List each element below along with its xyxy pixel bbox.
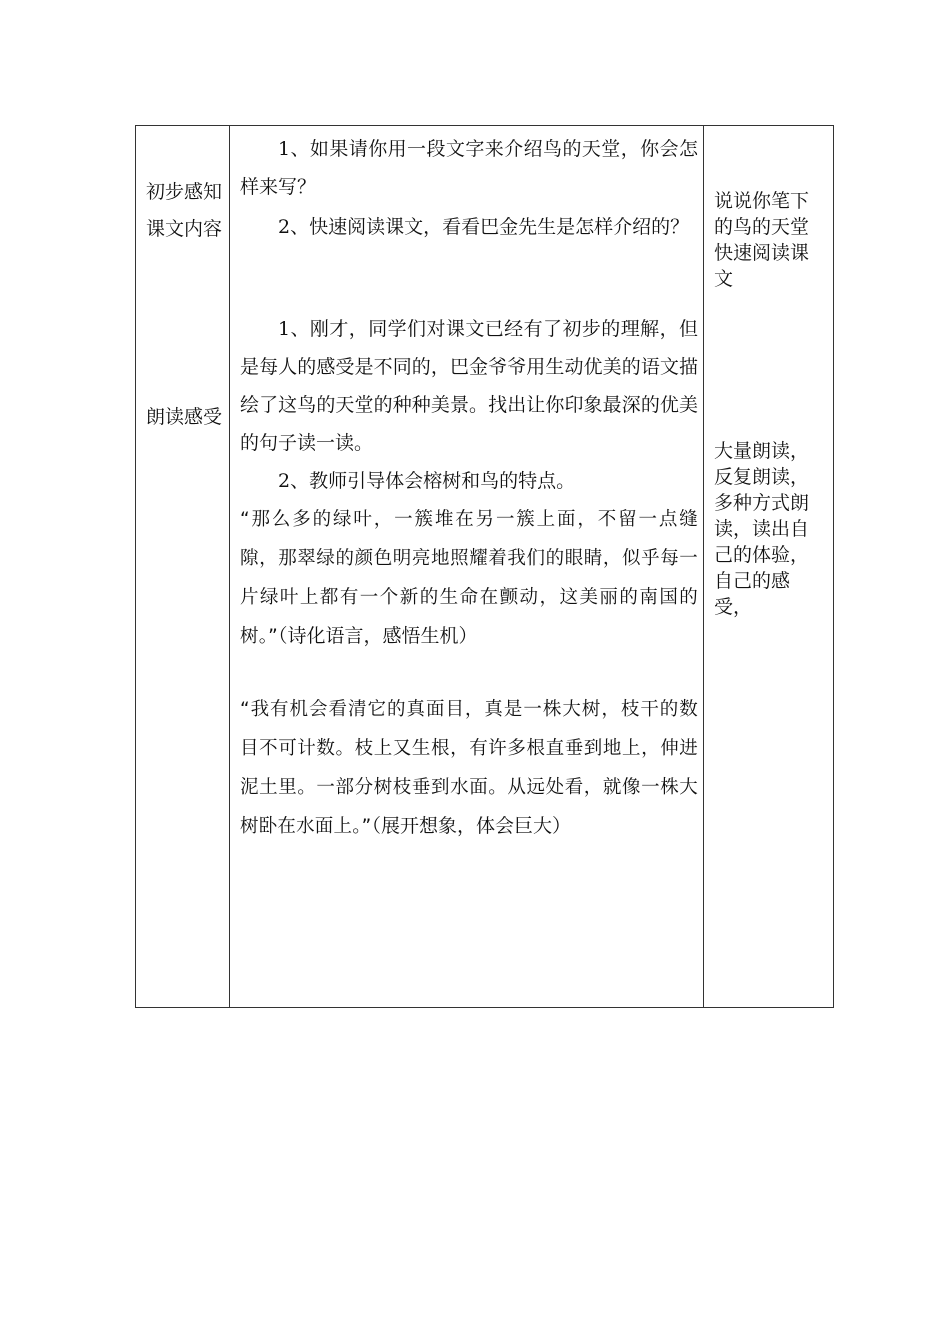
quote-text: “我有机会看清它的真面目，真是一株大树，枝干的数目不可计数。枝上又生根，有许多根直垂到地上，伸进泥土里。一部分树枝垂到水面。从远处看，就像一株大树卧在水面上。” <box>240 699 698 837</box>
reading-task-1: 1、刚才，同学们对课文已经有了初步的理解，但是每人的感受是不同的，巴金爷爷用生动优美的语文描绘了这鸟的天堂的种种美景。找出让你印象最深的优美的句子读一读。 <box>240 318 698 454</box>
content-column-cell <box>230 126 704 1008</box>
stage-column-cell <box>136 126 230 1008</box>
quote-big-tree <box>240 690 698 846</box>
student-activity-2: 大量朗读，反复朗读，多种方式朗读，读出自己的体验，自己的感受， <box>714 440 810 618</box>
question-2: 2、快速阅读课文，看看巴金先生是怎样介绍的？ <box>278 216 690 238</box>
quote-green-leaves <box>240 500 698 656</box>
quote-note: （诗化语言，感悟生机） <box>277 625 478 647</box>
stage-title-perceive: 初步感知课文内容 <box>146 181 223 240</box>
activity-column-cell <box>704 126 834 1008</box>
quote-note: （展开想象，体会巨大） <box>371 815 571 837</box>
question-1: 1、如果请你用一段文字来介绍鸟的天堂，你会怎样来写？ <box>240 138 698 198</box>
student-activity-1: 说说你笔下的鸟的天堂快速阅读课文 <box>714 190 810 290</box>
quote-text: “那么多的绿叶，一簇堆在另一簇上面，不留一点缝隙，那翠绿的颜色明亮地照耀着我们的眼睛，似乎每一片绿叶上都有一个新的生命在颤动，这美丽的南国的树。” <box>240 509 698 647</box>
stage-title-read-aloud: 朗读感受 <box>146 406 223 428</box>
lesson-plan-table <box>135 125 834 1008</box>
table-row <box>136 126 834 1008</box>
reading-task-2: 2、教师引导体会榕树和鸟的特点。 <box>278 470 576 492</box>
